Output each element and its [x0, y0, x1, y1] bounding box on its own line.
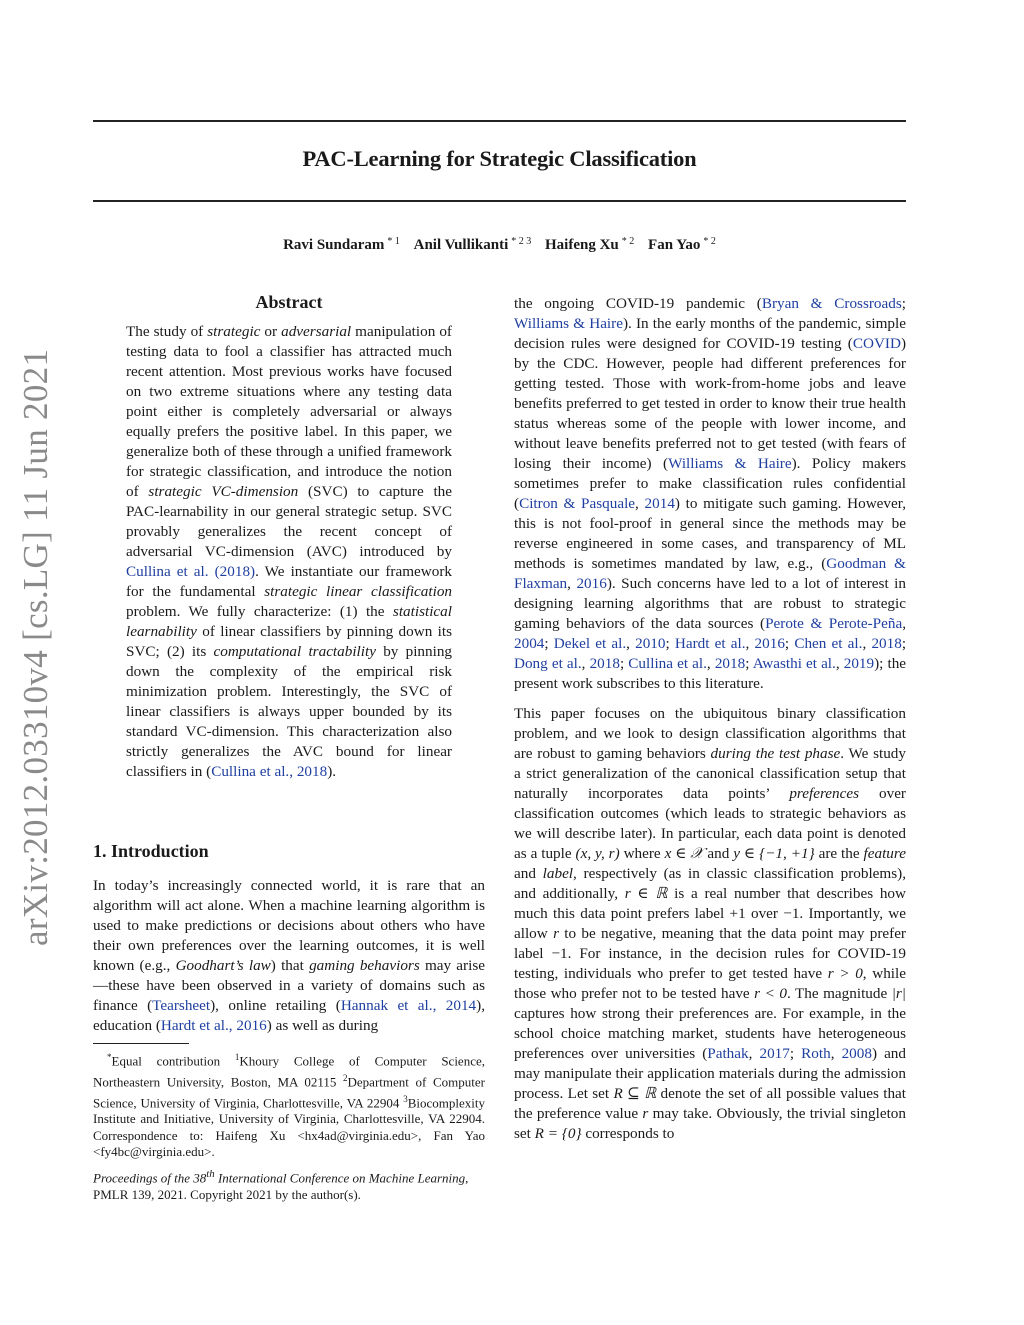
- citation-link[interactable]: 2019: [843, 655, 875, 672]
- citation-link[interactable]: 2014: [644, 495, 675, 512]
- citation-link[interactable]: 2004: [514, 635, 545, 652]
- citation-link[interactable]: Hannak et al., 2014: [340, 997, 477, 1014]
- abstract-heading: Abstract: [255, 292, 323, 312]
- citation-link[interactable]: 2018: [871, 635, 902, 652]
- citation-link[interactable]: Williams & Haire: [514, 315, 623, 332]
- author: Ravi Sundaram $^{* 1}$: [283, 236, 400, 253]
- citation-link[interactable]: Williams & Haire: [668, 455, 792, 472]
- citation-link[interactable]: Perote & Perote-Peña: [765, 615, 903, 632]
- arxiv-identifier: arXiv:2012.03310v4 [cs.LG] 11 Jun 2021: [16, 348, 55, 946]
- citation-link[interactable]: Tearsheet: [152, 997, 211, 1014]
- citation-link[interactable]: Hardt et al.: [674, 635, 746, 652]
- top-rule: [93, 120, 906, 122]
- citation-link[interactable]: Cullina et al. (2018): [126, 563, 256, 580]
- intro-paragraph: In today’s increasingly connected world, it is rare that an algorithm will act alone. When a machine learning algorithm is used to make predictions or decisions about others who have their own preferences over the learning outcomes, it is well known (e.g., Goodhart’s law) that gaming behaviors may arise—these have been observed in a variety of domains such as finance (Tearsheet), online retailing (Hannak et al., 2014), education (Hardt et al., 2016) as well as during: [93, 877, 485, 1034]
- citation-link[interactable]: 2016: [754, 635, 785, 652]
- right-column: [514, 294, 906, 1144]
- citation-link[interactable]: Dong et al.: [514, 655, 582, 672]
- citation-link[interactable]: 2017: [759, 1045, 790, 1062]
- author-list: [93, 236, 906, 254]
- citation-link[interactable]: COVID: [852, 335, 901, 352]
- citation-link[interactable]: 2018: [589, 655, 620, 672]
- citation-link[interactable]: Bryan & Crossroads: [761, 295, 902, 312]
- citation-link[interactable]: Pathak: [707, 1045, 749, 1062]
- author: Anil Vullikanti $^{* 2 3}$: [413, 236, 532, 253]
- section-heading: 1. Introduction: [93, 841, 209, 861]
- abstract-body: The study of strategic or adversarial manipulation of testing data to fool a classifier has attracted much recent attention. Most previous works have focused on two extreme situations where any testing data point either is completely adversarial or always equally prefers the positive label. In this paper, we generalize both of these through a unified framework for strategic classification, and introduce the notion of strategic VC-dimension (SVC) to capture the PAC-learnability in our general strategic setup. SVC provably generalizes the recent concept of adversarial VC-dimension (AVC) introduced by Cullina et al. (2018). We instantiate our framework for the fundamental strategic linear classification problem. We fully characterize: (1) the statistical learnability of linear classifiers by pinning down its SVC; (2) its computational tractability by pinning down the complexity of the empirical risk minimization problem. Interestingly, the SVC of linear classifiers is always upper bounded by its standard VC-dimension. This characterization also strictly generalizes the AVC bound for linear classifiers in (Cullina et al., 2018).: [126, 323, 453, 780]
- citation-link[interactable]: Awasthi et al.: [752, 655, 836, 672]
- citation-link[interactable]: Cullina et al., 2018: [211, 763, 328, 780]
- body-paragraph: This paper focuses on the ubiquitous binary classification problem, and we look to design classification algorithms that are robust to gaming behaviors during the test phase. We study a strict generalization of the canonical classification setup that naturally incorporates data points’ preferences over classification outcomes (which leads to strategic behaviors as we will describe later). In particular, each data point is denoted as a tuple (x, y, r) where x ∈ 𝒳 and y ∈ {−1, +1} are the feature and label, respectively (as in classic classification problems), and additionally, r ∈ ℝ is a real number that describes how much this data point prefers label +1 over −1. Importantly, we allow r to be negative, meaning that the data point may prefer label −1. For instance, in the decision rules for COVID-19 testing, individuals who prefer to get tested have r > 0, while those who prefer not to be tested have r < 0. The magnitude |r| captures how strong their preferences are. For example, in the school choice matching market, students have heterogeneous preferences over universities (Pathak, 2017; Roth, 2008) and may manipulate their application materials during the admission process. Let set R ⊆ ℝ denote the set of all possible values that the preference value r may take. Obviously, the trivial singleton set R = {0} corresponds to: [514, 705, 907, 1142]
- citation-link[interactable]: Goodman & Flaxman: [514, 555, 906, 592]
- citation-link[interactable]: 2016: [576, 575, 607, 592]
- citation-link[interactable]: Dekel et al.: [553, 635, 627, 652]
- citation-link[interactable]: Hardt et al., 2016: [160, 1017, 267, 1034]
- affiliation-footnote: *Equal contribution $^1$Khoury College of Computer Science, Northeastern University, Boston, MA 02115 $^2$Department of Computer Science, University of Virginia, Charlottesville, VA 22904 $^3$Biocomplexity Institute and Initiative, University of Virginia, Charlottesville, VA 22904. Correspondence to: Haifeng Xu <hx4ad@virginia.edu>, Fan Yao <fy4bc@virginia.edu>.: [93, 1052, 485, 1160]
- citation-link[interactable]: 2008: [841, 1045, 872, 1062]
- footnote-rule: [93, 1043, 189, 1044]
- citation-link[interactable]: Chen et al.: [794, 635, 863, 652]
- title-bottom-rule: [93, 200, 906, 202]
- citation-link[interactable]: Citron & Pasquale: [519, 495, 636, 512]
- citation-link[interactable]: 2010: [635, 635, 666, 652]
- author: Haifeng Xu $^{* 2}$: [545, 236, 635, 253]
- citation-link[interactable]: Roth: [801, 1045, 831, 1062]
- author: Fan Yao $^{* 2}$: [648, 236, 716, 253]
- paper-title: PAC-Learning for Strategic Classification: [302, 146, 697, 171]
- citation-link[interactable]: Cullina et al.: [628, 655, 707, 672]
- citation-link[interactable]: 2018: [714, 655, 746, 672]
- proceedings-note: Proceedings of the 38th International Conference on Machine Learning, PMLR 139, 2021. Copyright 2021 by the author(s).: [93, 1168, 469, 1202]
- body-paragraph: the ongoing COVID-19 pandemic (Bryan & Crossroads; Williams & Haire). In the early months of the pandemic, simple decision rules were designed for COVID-19 testing (COVID) by the CDC. However, people had different preferences for getting tested. Those with work-from-home jobs and leave benefits preferred to get tested in order to know their true health status whereas some of the people with lower income, and without leave benefits preferred not to get tested (with fears of losing their income) (Williams & Haire). Policy makers sometimes prefer to make classification rules confidential (Citron & Pasquale, 2014) to mitigate such gaming. However, this is not fool-proof in general since the methods may be reverse engineered in some cases, and transparency of ML methods is sometimes mandated by law, e.g., (Goodman & Flaxman, 2016). Such concerns have led to a lot of interest in designing learning algorithms that are robust to strategic gaming behaviors of the data sources (Perote & Perote-Peña, 2004; Dekel et al., 2010; Hardt et al., 2016; Chen et al., 2018; Dong et al., 2018; Cullina et al., 2018; Awasthi et al., 2019); the present work subscribes to this literature.: [514, 295, 907, 692]
